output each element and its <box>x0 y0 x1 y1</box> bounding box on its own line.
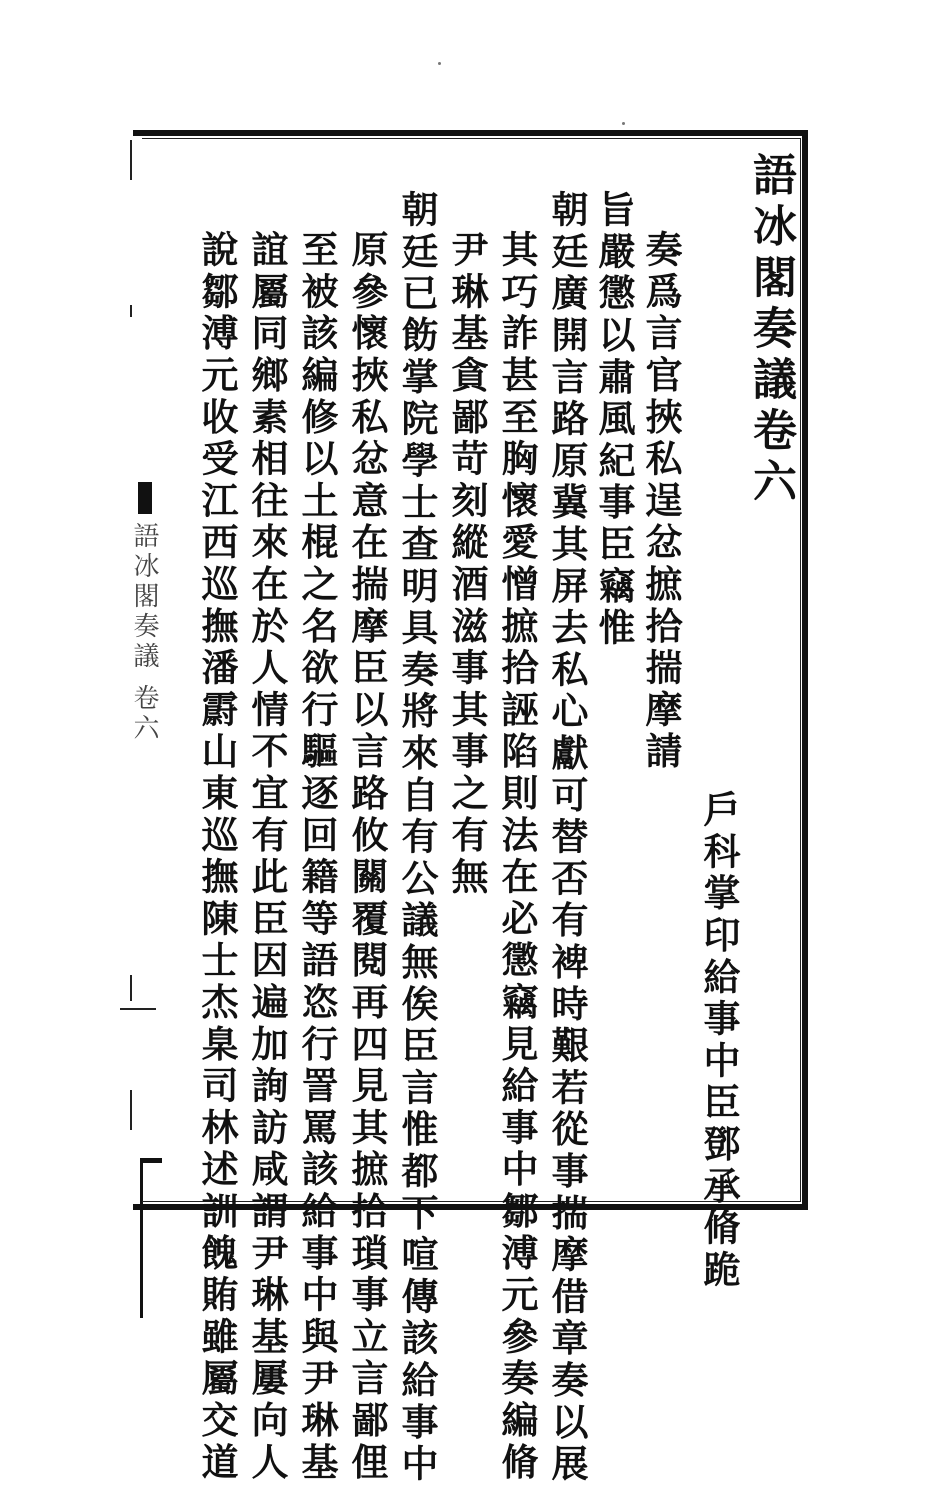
volume-title: 語冰閣奏議卷六 <box>745 152 796 509</box>
fold-tick <box>130 975 132 1001</box>
fold-tick <box>130 1090 132 1130</box>
text-column-5: 尹琳基貪鄙苛刻縱酒滋事其事之有無 <box>445 230 489 899</box>
text-column-4: 其巧詐甚至胸懷愛憎摭拾誣陷則法在必懲竊見給事中鄒溥元參奏編脩 <box>495 230 539 1484</box>
author-text: 戶科掌印給事中臣鄧承脩跪 <box>697 790 741 1292</box>
fold-title: 語冰閣奏議 卷六 <box>129 522 159 745</box>
text-column-9: 誼屬同鄉素相往來在於人情不宜有此臣因遍加詢訪咸謂尹琳基屢向人 <box>245 230 289 1484</box>
text-column-3: 朝廷廣開言路原冀其屏去私心獻可替否有裨時艱若從事揣摩借章奏以展 <box>545 190 589 1486</box>
text-column-1: 奏爲言官挾私逞忿摭拾揣摩請 <box>639 230 683 774</box>
text-column-6: 朝廷已飭掌院學士查明具奏將來自有公議無俟臣言惟都下喧傳該給事中 <box>395 190 439 1486</box>
text-column-2: 旨嚴懲以肅風紀事臣竊惟 <box>592 190 636 650</box>
fold-tick <box>130 140 132 180</box>
text-column-8: 至被該編修以土棍之名欲行驅逐回籍等語恣行詈罵該給事中與尹琳基 <box>295 230 339 1484</box>
ink-speck <box>622 122 625 125</box>
text-column-7: 原參懷挾私忿意在揣摩臣以言路攸關覆閱再四見其摭拾瑣事立言鄙俚 <box>345 230 389 1484</box>
fold-tick <box>130 305 132 317</box>
author-line <box>697 790 741 1292</box>
text-column-10: 說鄒溥元收受江西巡撫潘霨山東巡撫陳士杰臬司林述訓餽賄雖屬交道 <box>195 230 239 1484</box>
ink-speck <box>438 62 441 65</box>
